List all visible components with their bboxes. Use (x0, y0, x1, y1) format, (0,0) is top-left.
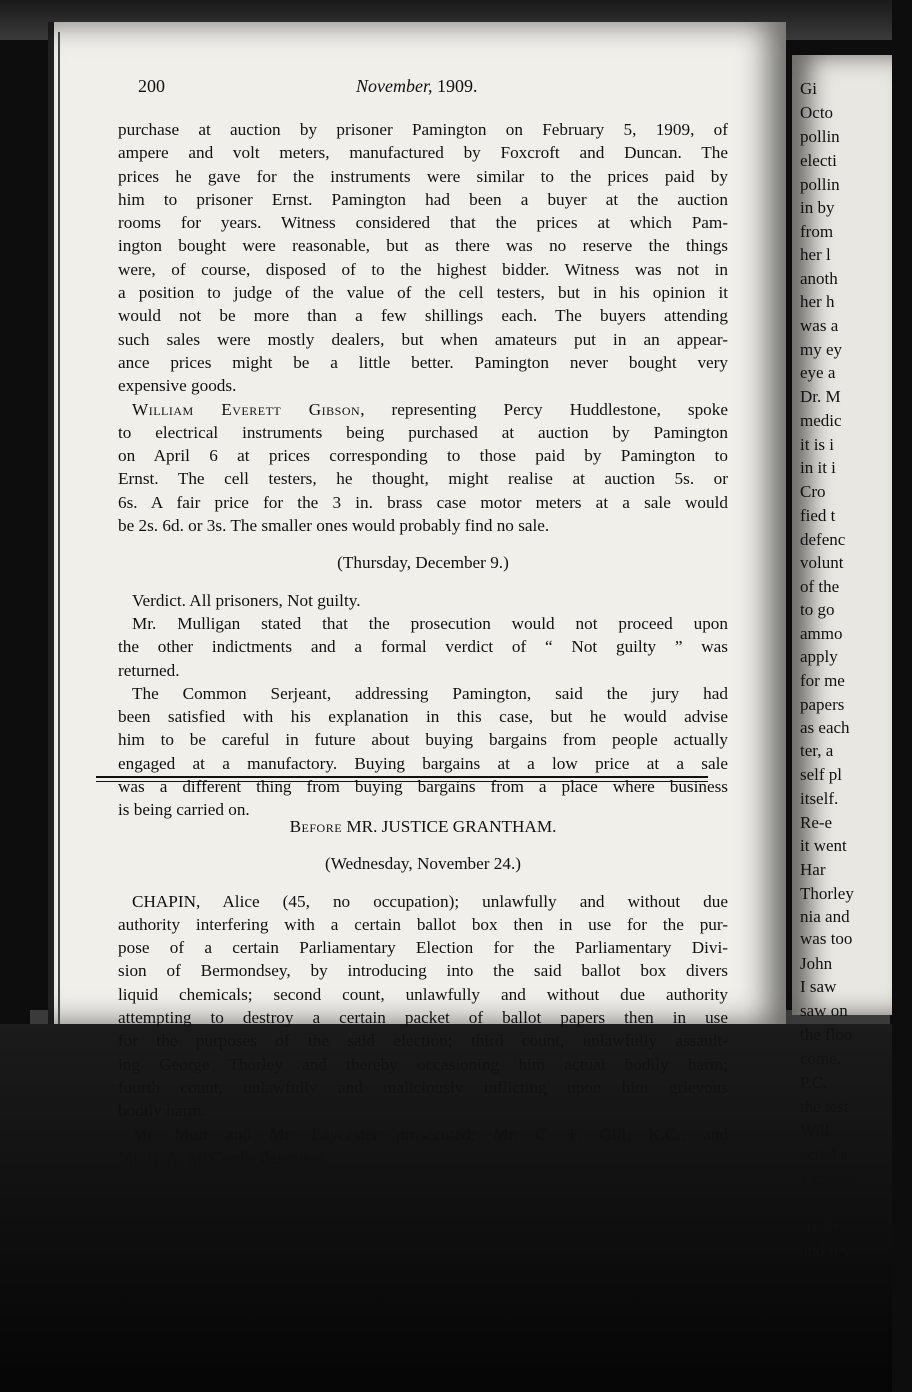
text-line: Mr. Mulligan stated that the prosecution would not proceed upon (132, 613, 728, 633)
right-page (792, 55, 892, 1260)
text-line: was a different thing from buying bargains from a place where business (118, 777, 728, 797)
paragraph-4 (118, 682, 728, 822)
page-number: 200 (138, 76, 165, 96)
right-page-fragment: eye a (800, 363, 836, 382)
right-page-fragment: to go (800, 600, 835, 619)
right-page-fragment: Gi (800, 79, 817, 98)
right-page-fragment: the floo (800, 1025, 853, 1044)
page-header (138, 76, 658, 102)
section-rule-bottom (96, 781, 708, 782)
running-head-month: November (356, 76, 428, 96)
text-line: authority interfering with a certain ballot box then in use for the pur- (118, 914, 728, 934)
text-line: a position to judge of the value of the cell testers, but in his opinion it (118, 283, 728, 303)
right-page-fragment: come. (800, 1049, 842, 1068)
section-heading-justice: MR. JUSTICE GRANTHAM. (342, 817, 557, 836)
right-page-fragment: John (800, 954, 833, 973)
right-page-fragment: itself. (800, 789, 839, 808)
page-body (118, 118, 728, 822)
right-page-fragment: anoth (800, 269, 838, 288)
text-line: purchase at auction by prisoner Pamington on February 5, 1909, of (118, 120, 728, 139)
right-page-fragment: I saw (800, 977, 837, 996)
right-page-fragment: as each (800, 718, 850, 737)
right-page-fragment: acted a (800, 1145, 848, 1164)
text-line: to electrical instruments being purchased at auction by Pamington (118, 422, 728, 442)
text-line: him to prisoner Ernst. Pamington had been a buyer at the auction (118, 189, 728, 209)
text-line: would not be more than a few shillings each. The buyers attending (118, 306, 728, 326)
right-page-fragment: Cro (800, 482, 826, 501)
running-head-year: 1909. (436, 76, 478, 96)
right-page-fragment: it went (800, 836, 847, 855)
right-page-fragment: volunt (800, 553, 844, 572)
witness-name: William Everett Gibson (132, 399, 361, 419)
right-page-fragment: was too (800, 929, 853, 948)
right-page-fragment: Har (800, 860, 826, 879)
right-page-fragment: defenc (800, 530, 846, 549)
text-line: ing George Thorley and thereby occasioning him actual bodily harm; (118, 1054, 728, 1074)
text-line: for the purposes of the said election; third count, unlawfully assault- (118, 1031, 728, 1051)
right-page-fragment: nia and (800, 907, 850, 926)
text-line: be 2s. 6d. or 3s. The smaller ones would probably find no sale. (118, 516, 550, 536)
section-heading-before: Before (289, 817, 343, 836)
right-page-fragment: her h (800, 292, 835, 311)
right-page-fragment: medic (800, 411, 842, 430)
right-page-fragment: was a (800, 316, 839, 335)
text-line: ampere and volt meters, manufactured by Foxcroft and Duncan. The (118, 143, 728, 163)
right-page-fragment: pollin (800, 127, 840, 146)
text-line: bodily harm. (118, 1101, 206, 1121)
section-heading (118, 815, 728, 838)
text-line: sion of Bermondsey, by introducing into the said ballot box divers (118, 961, 728, 981)
right-page-fragment: electi (800, 151, 837, 170)
text-line: Mr. Muir and Mr. Leycester prosecuted; Mr. C. F. Gill, K.C., and (132, 1124, 728, 1144)
text-line: been satisfied with his explanation in this case, but he would advise (118, 707, 728, 727)
verdict: Verdict. All prisoners, Not guilty. (132, 590, 361, 610)
right-page-fragment: from (800, 222, 834, 241)
date-heading-wednesday: (Wednesday, November 24.) (324, 854, 522, 874)
paragraph-6 (118, 1123, 728, 1170)
section-grantham (118, 815, 728, 1169)
right-page-fragment: and it v (800, 1241, 851, 1260)
text-line: on April 6 at prices corresponding to those paid by Pamington to (118, 446, 728, 466)
right-page-fragment: fied t (800, 506, 836, 525)
right-page-fragment: Thorley (800, 884, 854, 903)
right-page-fragment: Dr. M (800, 387, 841, 406)
running-head: November, 1909. (356, 76, 478, 96)
text-line: rooms for years. Witness considered that the prices at which Pam- (118, 213, 728, 233)
text-line: Ernst. The cell testers, he thought, might realise at auction 5s. or (118, 469, 728, 489)
text-line: The Common Serjeant, addressing Pamington, said the jury had (132, 683, 728, 703)
text-line: 6s. A fair price for the 3 in. brass case motor meters at a sale would (118, 492, 728, 512)
text-line: him to be careful in future about buying bargains from people actually (118, 730, 728, 750)
right-page-fragment: in it i (800, 458, 836, 477)
right-page-fragment: her l (800, 245, 831, 264)
right-page-fragment: it is i (800, 435, 835, 454)
paragraph-2-first-line: , representing Percy Huddlestone, spoke (360, 399, 728, 419)
paragraph-5 (118, 890, 728, 1123)
right-page-fragment: ammo (800, 624, 843, 643)
text-line: were, of course, disposed of to the highest bidder. Witness was not in (118, 259, 728, 279)
text-line: pose of a certain Parliamentary Election for the Parliamentary Divi- (118, 938, 728, 958)
text-line: expensive goods. (118, 376, 237, 396)
right-page-fragment: 11.15. (800, 1193, 842, 1212)
right-page-fragment: my ey (800, 340, 843, 359)
right-page-fragment: for me (800, 671, 845, 690)
text-line: attempting to destroy a certain packet of ballot papers then in use (118, 1008, 728, 1028)
date-heading-thursday: (Thursday, December 9.) (337, 553, 509, 573)
text-line: prices he gave for the instruments were similar to the prices paid by (118, 166, 728, 186)
right-page-fragment: ter, a (800, 741, 834, 760)
text-line: CHAPIN, Alice (45, no occupation); unlawfully and without due (132, 891, 728, 911)
right-page-fragment: pollin (800, 175, 840, 194)
text-line: the other indictments and a formal verdict of “ Not guilty ” was (118, 637, 728, 657)
right-page-fragment: P.C. (800, 1073, 828, 1092)
text-line: is being carried on. (118, 800, 250, 820)
paragraph-3 (118, 612, 728, 682)
text-line: liquid chemicals; second count, unlawfully and without due authority (118, 984, 728, 1004)
right-page-fragment: Will (800, 1121, 830, 1140)
right-page-fragment: apply (800, 647, 838, 666)
text-line: ance prices might be a little better. Pamington never bought very (118, 352, 728, 372)
right-page-fragment: of the (800, 577, 840, 596)
paragraph-2 (118, 398, 728, 538)
text-line: such sales were mostly dealers, but when amateurs put in an appear- (118, 329, 728, 349)
right-page-fragment: self pl (800, 765, 843, 784)
text-line: fourth count, unlawfully and maliciously inflicting upon him grievous (118, 1077, 728, 1097)
right-page-fragment: in by (800, 198, 835, 217)
right-page-fragment: a comm (800, 1169, 855, 1188)
text-line: Mr. H. A. McCardie defended. (118, 1147, 329, 1167)
right-page-fragment: sticky (800, 1217, 841, 1236)
right-page-fragment: the test (800, 1097, 849, 1116)
section-rule-top (96, 776, 708, 778)
right-page-fragment: Re-e (800, 813, 833, 832)
text-line: engaged at a manufactory. Buying bargains at a low price at a sale (118, 753, 728, 773)
right-page-fragment: papers (800, 695, 845, 714)
text-line: ington bought were reasonable, but as there was no reserve the things (118, 236, 728, 256)
right-page-fragment: saw on (800, 1001, 848, 1020)
paragraph-1 (118, 118, 728, 398)
right-page-fragment: Octo (800, 103, 834, 122)
text-line: returned. (118, 660, 180, 680)
